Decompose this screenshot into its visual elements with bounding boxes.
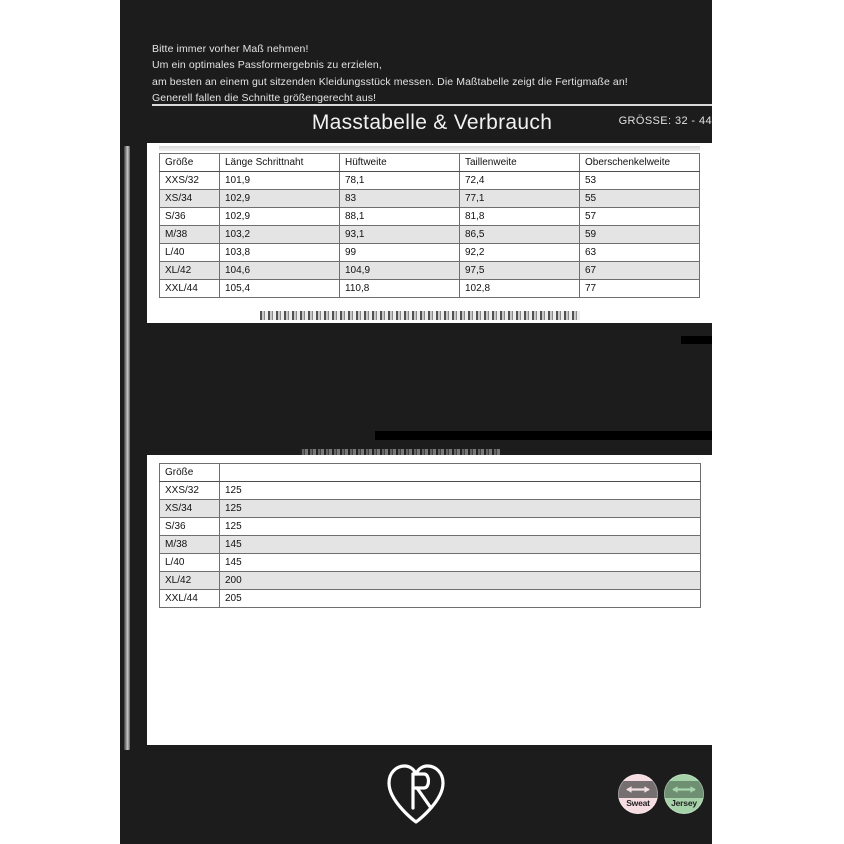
cell-thigh: 57 [580, 208, 700, 226]
table-row [160, 262, 700, 280]
measurement-table [159, 153, 700, 298]
cell-size: L/40 [160, 554, 220, 572]
column-header-consumption [220, 464, 701, 482]
table-row [160, 590, 701, 608]
intro-instructions [152, 41, 692, 107]
intro-line-3: am besten an einem gut sitzenden Kleidungsstück messen. Die Maßtabelle zeigt die Fertigmaße an! [152, 75, 628, 88]
cell-size: XS/34 [160, 190, 220, 208]
fabric-badge-sweat[interactable] [618, 774, 658, 814]
table-row [160, 280, 700, 298]
cell-waist: 77,1 [460, 190, 580, 208]
cell-size: S/36 [160, 208, 220, 226]
cell-consumption: 125 [220, 482, 701, 500]
cell-waist: 102,8 [460, 280, 580, 298]
size-range-label: GRÖSSE: 32 - 44 [618, 115, 712, 127]
cell-hip: 93,1 [340, 226, 460, 244]
intro-line-2: Um ein optimales Passformergebnis zu erzielen, [152, 59, 382, 72]
cell-inseam: 103,2 [220, 226, 340, 244]
cell-consumption: 200 [220, 572, 701, 590]
cell-consumption: 145 [220, 554, 701, 572]
cell-thigh: 67 [580, 262, 700, 280]
fabric-badge-label: Sweat [626, 797, 650, 808]
consumption-panel [147, 455, 712, 745]
cell-size: XS/34 [160, 500, 220, 518]
table-row [160, 244, 700, 262]
cell-inseam: 104,6 [220, 262, 340, 280]
cell-waist: 81,8 [460, 208, 580, 226]
cell-inseam: 103,8 [220, 244, 340, 262]
table-row [160, 554, 701, 572]
cell-size: M/38 [160, 226, 220, 244]
cell-size: XL/42 [160, 572, 220, 590]
cell-thigh: 63 [580, 244, 700, 262]
cell-hip: 110,8 [340, 280, 460, 298]
cell-inseam: 105,4 [220, 280, 340, 298]
cell-thigh: 53 [580, 172, 700, 190]
cell-thigh: 77 [580, 280, 700, 298]
clipped-caption-1 [260, 311, 580, 320]
fabric-badge-jersey[interactable] [664, 774, 704, 814]
column-header-hip: Hüftweite [340, 154, 460, 172]
intro-line-4: Generell fallen die Schnitte größengerecht aus! [152, 92, 377, 105]
consumption-table [159, 463, 701, 608]
heart-r-logo-icon [383, 762, 449, 826]
cell-waist: 92,2 [460, 244, 580, 262]
cell-hip: 78,1 [340, 172, 460, 190]
table-header-row [160, 154, 700, 172]
cell-hip: 99 [340, 244, 460, 262]
cell-size: XL/42 [160, 262, 220, 280]
cell-hip: 88,1 [340, 208, 460, 226]
table-row [160, 536, 701, 554]
table-row [160, 172, 700, 190]
cell-consumption: 145 [220, 536, 701, 554]
redaction-bar [375, 431, 712, 440]
scan-strip [159, 146, 700, 151]
cell-waist: 72,4 [460, 172, 580, 190]
title-row [152, 108, 712, 138]
document-page [120, 0, 712, 844]
column-header-size: Größe [160, 464, 220, 482]
cell-consumption: 125 [220, 518, 701, 536]
cell-size: M/38 [160, 536, 220, 554]
cell-size: XXS/32 [160, 482, 220, 500]
page-title: Masstabelle & Verbrauch [311, 111, 553, 134]
column-header-size: Größe [160, 154, 220, 172]
cell-hip: 104,9 [340, 262, 460, 280]
table-header-row [160, 464, 701, 482]
table-row [160, 208, 700, 226]
cell-waist: 97,5 [460, 262, 580, 280]
intro-line-1: Bitte immer vorher Maß nehmen! [152, 43, 309, 55]
cell-inseam: 102,9 [220, 208, 340, 226]
cell-size: S/36 [160, 518, 220, 536]
table-row [160, 500, 701, 518]
double-arrow-icon [618, 781, 658, 798]
column-header-waist: Taillenweite [460, 154, 580, 172]
cell-inseam: 102,9 [220, 190, 340, 208]
double-arrow-icon [664, 781, 704, 798]
redaction-bar [681, 336, 712, 344]
cell-size: XXL/44 [160, 590, 220, 608]
cell-inseam: 101,9 [220, 172, 340, 190]
cell-size: XXS/32 [160, 172, 220, 190]
column-header-thigh: Oberschenkelweite [580, 154, 700, 172]
measurement-panel [147, 143, 712, 323]
fabric-badges [618, 774, 704, 814]
cell-consumption: 125 [220, 500, 701, 518]
table-row [160, 482, 701, 500]
table-row [160, 226, 700, 244]
cell-size: L/40 [160, 244, 220, 262]
cell-waist: 86,5 [460, 226, 580, 244]
table-row [160, 518, 701, 536]
table-row [160, 572, 701, 590]
page-scroll-rail[interactable] [124, 146, 130, 750]
cell-thigh: 55 [580, 190, 700, 208]
fabric-badge-label: Jersey [671, 797, 697, 808]
column-header-inseam: Länge Schrittnaht [220, 154, 340, 172]
title-divider [152, 104, 712, 106]
cell-thigh: 59 [580, 226, 700, 244]
cell-consumption: 205 [220, 590, 701, 608]
cell-size: XXL/44 [160, 280, 220, 298]
cell-hip: 83 [340, 190, 460, 208]
table-row [160, 190, 700, 208]
